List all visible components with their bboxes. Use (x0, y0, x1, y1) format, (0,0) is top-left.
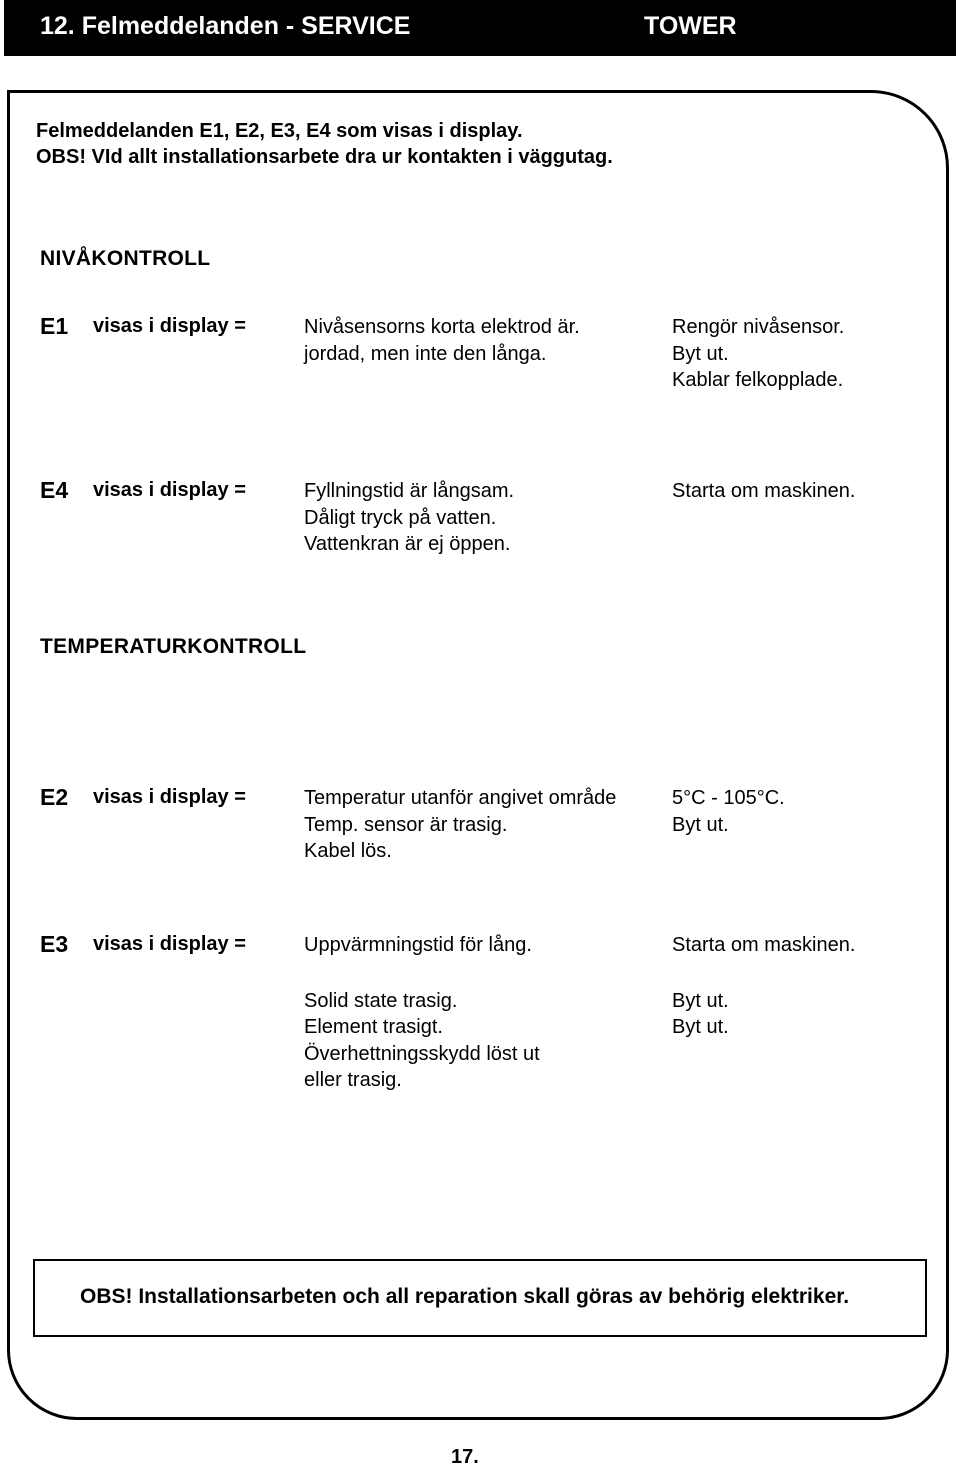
e4-cause-3: Vattenkran är ej öppen. (304, 533, 511, 555)
page-number: 17. (451, 1446, 479, 1468)
e4-actions (672, 478, 855, 505)
e2-action-2: Byt ut. (672, 813, 729, 836)
section-title: 12. Felmeddelanden - SERVICE (40, 12, 411, 40)
e4-cause-1: Fyllningstid är långsam. (304, 480, 515, 502)
e3-cause-5: eller trasig. (304, 1069, 402, 1091)
brand-name: TOWER (644, 12, 737, 40)
e1-display-label: visas i display = (93, 315, 246, 337)
e3-cause-4: Överhettningsskydd löst ut (304, 1042, 540, 1065)
e2-causes (304, 785, 616, 865)
e2-action-1: 5°C - 105°C. (672, 787, 785, 809)
e1-cause-2: jordad, men inte den långa. (304, 342, 547, 365)
e3-action-2: Byt ut. (672, 989, 729, 1012)
error-code-e3: E3 (40, 931, 69, 957)
e1-action-2: Byt ut. (672, 342, 729, 365)
e3-action-1: Starta om maskinen. (672, 934, 856, 956)
heading-temperaturkontroll: TEMPERATURKONTROLL (40, 635, 307, 658)
intro-text (36, 118, 613, 170)
e2-display-label: visas i display = (93, 786, 246, 808)
content-panel (7, 90, 949, 1420)
e2-actions (672, 785, 785, 838)
error-code-e2: E2 (40, 784, 69, 810)
e4-display-label: visas i display = (93, 479, 246, 501)
section-header-bar (4, 0, 956, 56)
e3-display-label: visas i display = (93, 933, 246, 955)
e4-cause-2: Dåligt tryck på vatten. (304, 506, 497, 529)
e2-cause-3: Kabel lös. (304, 840, 392, 862)
e1-cause-1: Nivåsensorns korta elektrod är. (304, 316, 580, 338)
e3-cause-1: Uppvärmningstid för lång. (304, 934, 532, 956)
intro-line-1: Felmeddelanden E1, E2, E3, E4 som visas i display. (36, 120, 523, 142)
e3-causes (304, 932, 540, 1094)
heading-nivakontroll: NIVÅKONTROLL (40, 247, 211, 270)
e3-cause-3: Element trasigt. (304, 1016, 443, 1038)
e1-actions (672, 314, 844, 394)
e4-action-1: Starta om maskinen. (672, 480, 856, 502)
e2-cause-1: Temperatur utanför angivet område (304, 787, 617, 809)
e1-action-1: Rengör nivåsensor. (672, 316, 845, 338)
e1-causes (304, 314, 580, 367)
e3-action-3: Byt ut. (672, 1016, 729, 1038)
e3-cause-2: Solid state trasig. (304, 989, 458, 1012)
error-code-e4: E4 (40, 477, 69, 503)
e3-actions (672, 932, 855, 1041)
warning-note-box (33, 1259, 927, 1337)
e1-action-3: Kablar felkopplade. (672, 369, 844, 391)
warning-note-text: OBS! Installationsarbeten och all reparation skall göras av behörig elektriker. (80, 1285, 850, 1308)
error-code-e1: E1 (40, 313, 69, 339)
e4-causes (304, 478, 514, 558)
intro-line-2: OBS! VId allt installationsarbete dra ur kontakten i väggutag. (36, 146, 613, 168)
e2-cause-2: Temp. sensor är trasig. (304, 813, 508, 836)
